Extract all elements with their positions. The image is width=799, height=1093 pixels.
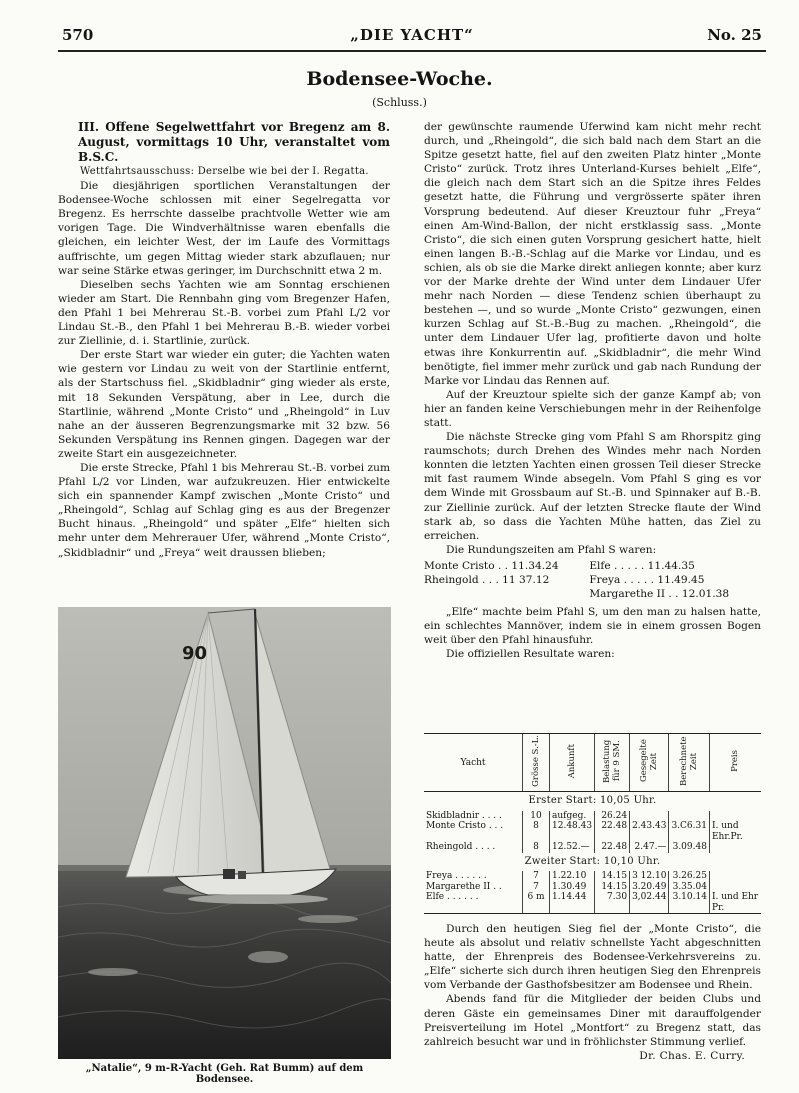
cell: 12.52.— (550, 842, 595, 853)
cell: aufgeg. (550, 811, 595, 822)
col-header: Ankunft (550, 734, 595, 792)
paragraph: der gewünschte raumende Uferwind kam nicht mehr recht durch, und „Rheingold“, die sich bald nach dem Start an die Spitze gesetzt hatte, fiel auf den zweiten Platz hinter „Monte Cristo“ zurück. Trotz ihres Unterland-Kurses behielt „Elfe“, die gleich nach dem Start sich an die Spitze ihres Feldes gesetzt hatte, die Führung und vergrösserte später ihren Vorsprung bedeutend. Auf dieser Kreuztour fuhr „Freya“ einen Am-Wind-Ballon, der nicht erstklassig sass. „Monte Cristo“, die sich einen guten Vorsprung gesichert hatte, hielt einen langen B.-B.-Schlag auf die Marke vor Lindau, und es schien, als ob sie die Marke direkt anliegen konnte; aber kurz vor der Marke drehte der Wind unter dem Lindauer Ufer mehr nach Norden — diese Tendenz schien überhaupt zu bestehen —, und so wurde „Monte Cristo“ gezwungen, einen kurzen Schlag auf St.-B.-Bug zu machen. „Rheingold“, die unter dem Lindauer Ufer lag, profitierte davon und holte etwas ihre Konkurrentin auf. „Skidbladnir“, die mehr Wind benötigte, fiel immer mehr zurück und gab nach Rundung der Marke vor Lindau das Rennen auf. (424, 121, 761, 387)
issue-number: No. 25 (707, 26, 762, 44)
header-rule (58, 50, 766, 52)
page-number: 570 (62, 26, 94, 44)
rounding-row (424, 573, 761, 587)
cell: 7 (523, 871, 550, 882)
right-column (424, 120, 761, 661)
cell: 3 12.10 (630, 871, 669, 882)
yacht-cell: Skidbladnir . . . . (426, 810, 502, 821)
cell (630, 811, 669, 822)
author-signature: Dr. Chas. E. Curry. (639, 1049, 745, 1062)
cell: 7 (523, 882, 550, 893)
results-table (424, 733, 761, 914)
yacht-photo (58, 607, 391, 1059)
col-header: Belastung für 9 SM. (595, 734, 630, 792)
cell: 3.10.14 (669, 892, 710, 914)
cell: 22.48 (595, 821, 630, 842)
cell: 3.35.04 (669, 882, 710, 893)
yacht-cell: Monte Cristo . . . (426, 821, 504, 831)
paragraph: Abends fand für die Mitglieder der beiden Clubs und deren Gäste ein gemeinsames Diner mit darauffolgender Preisverteilung im Hotel „Montfort“ zu Bregenz statt, das zahlreich besucht war und in fröhlichster Stimmung verlief. (424, 993, 761, 1048)
rounding-cell: Elfe . . . . . 11.44.35 (589, 559, 695, 572)
cell: 26.24 (595, 811, 630, 822)
yacht-cell: Freya . . . . . . (426, 871, 487, 881)
start-row (424, 853, 761, 872)
rounding-cell: Freya . . . . . 11.49.45 (589, 573, 705, 586)
col-header: Gesegelte Zeit (630, 734, 669, 792)
col-header: Yacht (424, 734, 523, 792)
cell: 14.15 (595, 871, 630, 882)
cell: 3.20.49 (630, 882, 669, 893)
cell: 3,02.44 (630, 892, 669, 914)
cell: I. und Ehr.Pr. (709, 821, 761, 842)
running-header (62, 26, 762, 48)
rounding-cell: Rheingold . . . 11 37.12 (424, 573, 550, 586)
table-row (424, 811, 761, 822)
rounding-times (424, 559, 761, 601)
article-title: Bodensee-Woche. (306, 68, 493, 90)
cell: 8 (523, 821, 550, 842)
cell: 1.14.44 (550, 892, 595, 914)
cell: 7.30 (595, 892, 630, 914)
cell: 6 m (523, 892, 550, 914)
rounding-row (424, 559, 761, 573)
yacht-cell: Elfe . . . . . . (424, 892, 523, 914)
cell: 8 (523, 842, 550, 853)
cell: 2.47.— (630, 842, 669, 853)
cell (709, 811, 761, 822)
paragraph: Die diesjährigen sportlichen Veranstaltungen der Bodensee-Woche schlossen mit einer Segelregatta vor Bregenz. Es herrschte dasselbe prachtvolle Wetter wie am vorigen Tage. Die Windverhältnisse waren ebenfalls die gleichen, ein leichter West, der im Laufe des Vormittags auffrischte, um gegen Mittag wieder stark abzuflauen; nur war seine Stärke etwas geringer, im Durchschnitt etwa 2 m. (58, 180, 390, 277)
cell: I. und Ehr Pr. (709, 892, 761, 914)
right-column-closing (424, 922, 761, 1063)
sail-number: 90 (182, 643, 208, 664)
table-row (424, 842, 761, 853)
article-subtitle: (Schluss.) (372, 96, 427, 109)
table-row (424, 821, 761, 842)
col-header: Berechnete Zeit (669, 734, 710, 792)
paragraph: Durch den heutigen Sieg fiel der „Monte Cristo“, die heute als absolut und relativ schnellste Yacht abgeschnitten hatte, der Ehrenpreis des Bodensee-Verkehrsvereins zu. „Elfe“ sicherte sich durch ihren heutigen Sieg den Ehrenpreis vom Verbande der Gasthofsbesitzer am Bodensee und Rhein. (424, 923, 761, 992)
photo-caption: „Natalie“, 9 m-R-Yacht (Geh. Rat Bumm) auf dem Bodensee. (85, 1063, 364, 1085)
yacht-cell: Margarethe II . . (426, 881, 502, 892)
results-intro: Die offiziellen Resultate waren: (446, 648, 615, 661)
second-start-label: Zweiter Start: 10,10 Uhr. (524, 855, 661, 867)
cell: 12.48.43 (550, 821, 595, 842)
cell: 3.26.25 (669, 871, 710, 882)
cell (669, 811, 710, 822)
cell: 1.22.10 (550, 871, 595, 882)
yacht-cell: Rheingold . . . . (426, 842, 496, 852)
first-start-label: Erster Start: 10,05 Uhr. (528, 795, 657, 806)
paragraph: Auf der Kreuztour spielte sich der ganze Kampf ab; von hier an fanden keine Verschiebungen mehr in der Reihenfolge statt. (424, 388, 761, 429)
rounding-cell: Margarethe II . . 12.01.38 (589, 587, 730, 600)
paragraph: Die erste Strecke, Pfahl 1 bis Mehrerau St.-B. vorbei zum Pfahl L/2 vor Linden, war aufzukreuzen. Hier entwickelte sich ein spannender Kampf zwischen „Monte Cristo“ und „Rheingold“, Schlag auf Schlag ging es aus der Bregenzer Bucht hinaus. „Rheingold“ und später „Elfe“ hielten sich mehr unter dem Mehrerauer Ufer, während „Monte Cristo“, „Skidbladnir“ und „Freya“ weit draussen blieben; (58, 461, 390, 559)
paragraph: „Elfe“ machte beim Pfahl S, um den man zu halsen hatte, ein schlechtes Mannöver, indem sie in einem grossen Bogen weit über den Pfahl hinausfuhr. (424, 605, 761, 647)
start-row (424, 792, 761, 811)
cell (709, 882, 761, 893)
col-header: Grösse S.-L. (523, 734, 550, 792)
table-row (424, 871, 761, 882)
paragraph: Die nächste Strecke ging vom Pfahl S am Rhorspitz ging raumschots; durch Drehen des Windes mehr nach Norden konnten die letzten Yachten einen grossen Teil dieser Strecke mit fast raumem Winde absegeln. Vom Pfahl S ging es vor dem Winde mit Grossbaum auf St.-B. und Spinnaker auf B.-B. zur Ziellinie zurück. Auf der letzten Strecke flaute der Wind stark ab, so dass die Yachten Mühe hatten, das Ziel zu erreichen. (424, 431, 761, 542)
results-header-row (424, 734, 761, 792)
committee-line: Wettfahrtsausschuss: Derselbe wie bei der I. Regatta. (80, 166, 369, 177)
cell: 2.43.43 (630, 821, 669, 842)
rounding-cell: Monte Cristo . . 11.34.24 (424, 559, 559, 572)
table-row (424, 892, 761, 914)
table-row (424, 882, 761, 893)
cell: 22.48 (595, 842, 630, 853)
rounding-cell (424, 587, 589, 601)
rounding-row (424, 587, 761, 601)
cell: 3.09.48 (669, 842, 710, 853)
paragraph: Dieselben sechs Yachten wie am Sonntag erschienen wieder am Start. Die Rennbahn ging vom Bregenzer Hafen, den Pfahl 1 bei Mehrerau St.-B. vorbei zum Pfahl L/2 vor Lindau St.-B., den Pfahl 1 bei Mehrerau B.-B. wieder vorbei zur Ziellinie, d. i. Startlinie, zurück. (58, 278, 390, 348)
cell: 1.30.49 (550, 882, 595, 893)
paragraph: Der erste Start war wieder ein guter; die Yachten waten wie gestern vor Lindau zu weit von der Startlinie entfernt, als der Startschuss fiel. „Skidbladnir“ ging wieder als erste, mit 18 Sekunden Verspätung, aber in Lee, durch die Startlinie, während „Monte Cristo“ und „Rheingold“ in Luv nahe an der äusseren Begrenzungsmarke mit 32 bzw. 56 Sekunden Verspätung ins Rennen gingen. Dagegen war der zweite Start ein ausgezeichneter. (58, 349, 390, 460)
cell: 3.C6.31 (669, 821, 710, 842)
cell: 10 (523, 811, 550, 822)
paragraph: Die Rundungszeiten am Pfahl S waren: (446, 543, 657, 556)
col-header: Preis (709, 734, 761, 792)
cell: 14.15 (595, 882, 630, 893)
regatta-heading: III. Offene Segelwettfahrt vor Bregenz am 8. August, vormittags 10 Uhr, veranstaltet vom B.S.C. (78, 120, 390, 164)
journal-title: „DIE YACHT“ (350, 26, 474, 44)
left-column (58, 120, 390, 560)
cell (709, 871, 761, 882)
cell (709, 842, 761, 853)
